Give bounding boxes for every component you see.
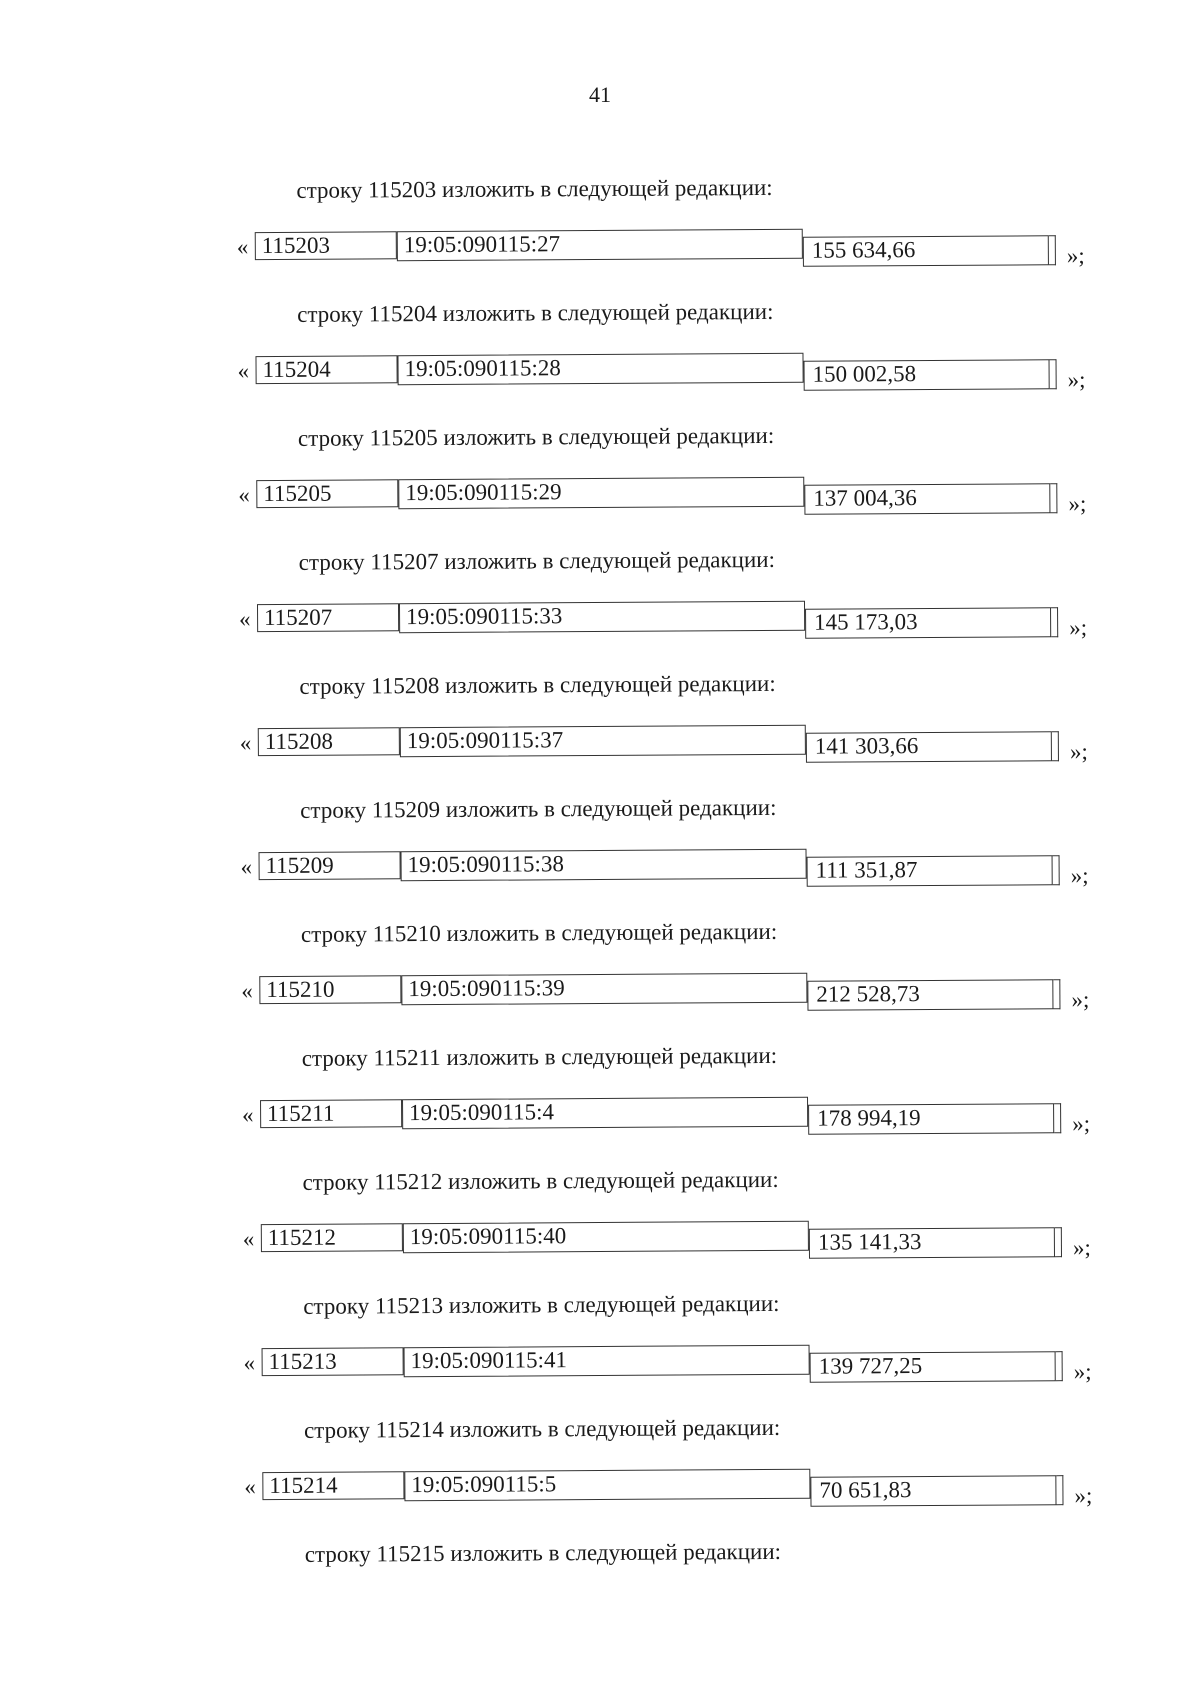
cadastral-value-cell: 178 994,19 [808,1103,1054,1135]
cadastral-number-cell: 19:05:090115:37 [400,725,806,757]
closing-quote: »; [1069,739,1088,765]
closing-quote: »; [1066,243,1085,269]
cadastral-value-cell: 141 303,66 [806,731,1052,763]
cadastral-number-cell: 19:05:090115:39 [401,973,807,1005]
amendment-instruction: строку 115207 изложить в следующей редакции: [298,546,776,575]
cadastral-value-cell: 137 004,36 [804,483,1050,515]
amendment-entry [0,784,1200,915]
row-code-cell: 115208 [258,727,400,756]
row-code-cell: 115207 [257,603,399,632]
table-row [242,1219,1103,1261]
row-code-cell: 115209 [259,851,401,880]
cadastral-number-cell: 19:05:090115:27 [397,229,803,261]
amendment-instruction: строку 115209 изложить в следующей редакции: [300,794,777,823]
empty-cell [1054,1103,1061,1133]
closing-quote: »; [1067,367,1086,393]
cadastral-number-cell: 19:05:090115:33 [399,601,805,633]
empty-cell [1053,979,1060,1009]
table-row [241,971,1101,1013]
cadastral-number-cell: 19:05:090115:29 [398,477,804,509]
closing-quote: »; [1072,1235,1091,1261]
table-row [236,227,1097,269]
amendment-entry [0,660,1200,791]
amendment-instruction: строку 115213 изложить в следующей редакции: [303,1290,780,1319]
opening-quote: « [243,1350,256,1376]
page-number: 41 [589,82,611,107]
cadastral-value-cell: 155 634,66 [803,235,1049,267]
table-row [237,351,1097,393]
amendment-instruction: строку 115205 изложить в следующей редакции: [297,422,775,451]
table-row [240,847,1101,889]
empty-cell [1050,359,1057,389]
cadastral-number-cell: 19:05:090115:40 [403,1221,809,1253]
closing-quote: »; [1068,491,1087,517]
amendment-instruction: строку 115211 изложить в следующей редакции: [301,1042,778,1071]
cadastral-value-cell: 70 651,83 [810,1475,1056,1507]
opening-quote: « [244,1474,256,1500]
amendment-entry [1,908,1200,1039]
cadastral-number-cell: 19:05:090115:5 [404,1469,810,1501]
amendment-entry [4,1404,1200,1535]
empty-cell [1053,855,1060,885]
row-code-cell: 115211 [260,1099,402,1128]
cadastral-value-cell: 150 002,58 [804,359,1050,391]
empty-cell [1056,1351,1063,1381]
amendment-instruction: строку 115208 изложить в следующей редакции: [299,670,776,699]
opening-quote: « [242,1226,255,1252]
cadastral-value-cell: 135 141,33 [809,1227,1055,1259]
cadastral-value-cell: 145 173,03 [805,607,1051,639]
empty-cell [1050,483,1057,513]
empty-cell [1051,607,1058,637]
opening-quote: « [240,854,253,880]
table-row [239,723,1100,765]
closing-quote: »; [1070,863,1089,889]
row-code-cell: 115210 [259,975,401,1004]
opening-quote: « [239,606,251,632]
table-row [244,1467,1104,1509]
amendment-instruction: строку 115215 изложить в следующей редакции: [304,1538,782,1567]
table-row [242,1095,1102,1137]
opening-quote: « [237,358,250,384]
opening-quote: « [239,730,252,756]
amendment-entry [0,536,1199,667]
empty-cell [1055,1227,1062,1257]
closing-quote: »; [1069,615,1088,641]
amendment-entry [3,1280,1200,1411]
row-code-cell: 115213 [262,1347,404,1376]
cadastral-number-cell: 19:05:090115:4 [402,1097,808,1129]
amendment-entry [2,1156,1200,1287]
row-code-cell: 115212 [261,1223,403,1252]
row-code-cell: 115204 [255,355,397,384]
cadastral-value-cell: 139 727,25 [810,1351,1056,1383]
amendment-instruction: строку 115212 изложить в следующей редакции: [302,1166,779,1195]
table-row [238,475,1098,517]
table-row [239,599,1099,641]
amendments-list [0,164,1200,1659]
cadastral-value-cell: 111 351,87 [807,855,1053,887]
amendment-entry [2,1032,1200,1163]
empty-cell [1052,731,1059,761]
row-code-cell: 115203 [255,231,397,260]
amendment-instruction: строку 115210 изложить в следующей редакции: [300,918,778,947]
opening-quote: « [236,234,249,260]
table-row [243,1343,1104,1385]
amendment-entry [0,164,1197,295]
amendment-instruction: строку 115214 изложить в следующей редакции: [303,1414,781,1443]
closing-quote: »; [1073,1359,1092,1385]
cadastral-number-cell: 19:05:090115:38 [401,849,807,881]
cadastral-value-cell: 212 528,73 [807,979,1053,1011]
opening-quote: « [238,482,250,508]
empty-cell [1056,1475,1063,1505]
cadastral-number-cell: 19:05:090115:28 [397,353,803,385]
closing-quote: »; [1072,1111,1091,1137]
amendment-entry [5,1528,1200,1659]
amendment-instruction: строку 115203 изложить в следующей редакции: [296,174,773,203]
amendment-instruction: строку 115204 изложить в следующей редакции: [297,298,774,327]
opening-quote: « [241,978,253,1004]
row-code-cell: 115214 [262,1471,404,1500]
closing-quote: »; [1071,987,1090,1013]
opening-quote: « [242,1102,254,1128]
row-code-cell: 115205 [256,479,398,508]
amendment-entry [0,288,1198,419]
empty-cell [1049,235,1056,265]
cadastral-number-cell: 19:05:090115:41 [404,1345,810,1377]
amendment-entry [0,412,1199,543]
closing-quote: »; [1074,1483,1093,1509]
